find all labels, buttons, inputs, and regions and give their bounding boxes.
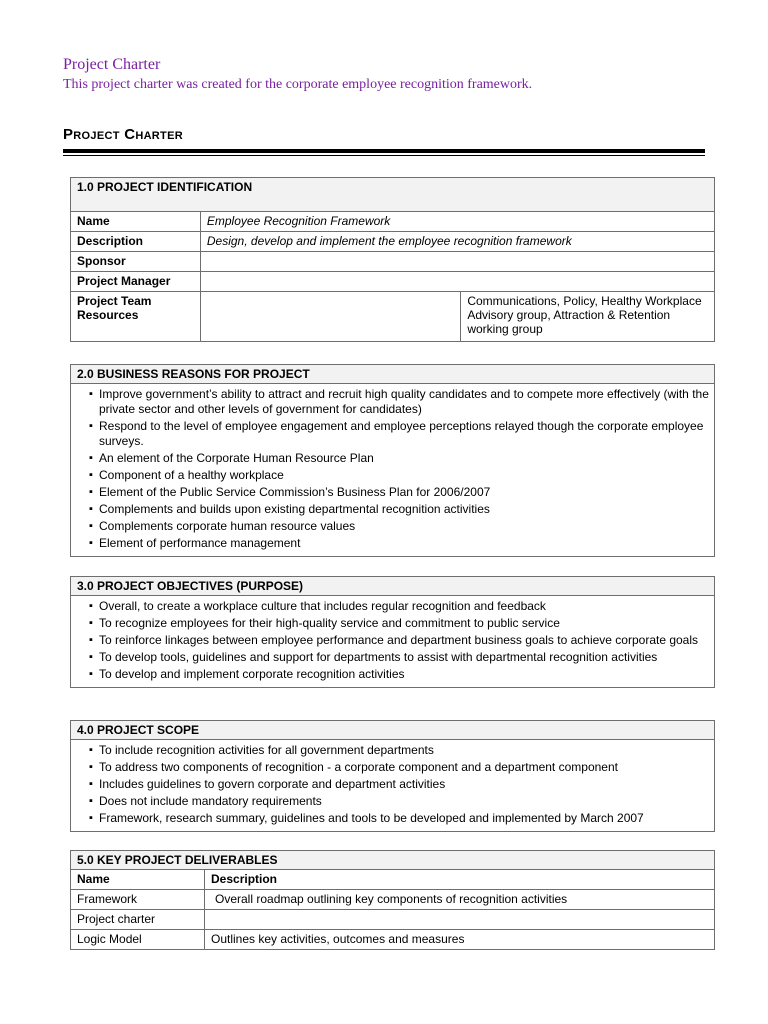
list-item: ▪ An element of the Corporate Human Resource Plan [75,451,710,466]
objectives-header: 3.0 PROJECT OBJECTIVES (PURPOSE) [71,577,715,596]
list-item: ▪ Component of a healthy workplace [75,468,710,483]
list-item: ▪ Framework, research summary, guidelines and tools to be developed and implemented by March 2007 [75,811,710,826]
description-label: Description [71,232,201,252]
manager-label: Project Manager [71,272,201,292]
list-item: ▪ To reinforce linkages between employee performance and department business goals to achieve corporate goals [75,633,710,648]
objectives-table [70,576,715,688]
sponsor-value [200,252,714,272]
list-item: ▪ Improve government’s ability to attract and recruit high quality candidates and to compete more effectively (with the private sector and other levels of government for candidates) [75,387,710,417]
deliverable-description: Outlines key activities, outcomes and measures [205,930,715,950]
list-item: ▪ Element of performance management [75,536,710,551]
deliverable-description: Overall roadmap outlining key components of recognition activities [205,890,715,910]
manager-value [200,272,714,292]
list-item: ▪ Respond to the level of employee engagement and employee perceptions relayed though the corporate employee surveys. [75,419,710,449]
deliverable-description [205,910,715,930]
intro-subtitle: This project charter was created for the corporate employee recognition framework. [63,77,533,92]
deliverables-table [70,850,715,950]
name-value: Employee Recognition Framework [200,212,714,232]
scope-header: 4.0 PROJECT SCOPE [71,721,715,740]
team-value [200,292,460,342]
deliverable-name: Logic Model [71,930,205,950]
identification-table [70,177,715,342]
heading-rule-thin [63,155,705,156]
list-item: ▪ To recognize employees for their high-quality service and commitment to public service [75,616,710,631]
list-item: ▪ Does not include mandatory requirements [75,794,710,809]
table-row [71,910,715,930]
list-item: ▪ Element of the Public Service Commission’s Business Plan for 2006/2007 [75,485,710,500]
objectives-list [75,599,710,682]
list-item: ▪ Overall, to create a workplace culture that includes regular recognition and feedback [75,599,710,614]
list-item: ▪ To develop tools, guidelines and support for departments to assist with departmental recognition activities [75,650,710,665]
list-item: ▪ Includes guidelines to govern corporate and department activities [75,777,710,792]
list-item: ▪ Complements corporate human resource values [75,519,710,534]
table-row [71,930,715,950]
deliverables-header: 5.0 KEY PROJECT DELIVERABLES [71,851,715,870]
list-item: ▪ Complements and builds upon existing departmental recognition activities [75,502,710,517]
deliverables-col-description: Description [205,870,715,890]
intro-title: Project Charter [63,56,161,73]
sponsor-label: Sponsor [71,252,201,272]
scope-table [70,720,715,832]
name-label: Name [71,212,201,232]
list-item: ▪ To include recognition activities for all government departments [75,743,710,758]
identification-header: 1.0 PROJECT IDENTIFICATION [71,178,715,212]
business-reasons-table [70,364,715,557]
team-label: Project Team Resources [71,292,201,342]
business-reasons-header: 2.0 BUSINESS REASONS FOR PROJECT [71,365,715,384]
deliverables-col-name: Name [71,870,205,890]
scope-list [75,743,710,826]
team-groups: Communications, Policy, Healthy Workplace Advisory group, Attraction & Retention working group [461,292,715,342]
table-row [71,890,715,910]
document-heading: Project Charter [63,126,183,143]
list-item: ▪ To address two components of recognition - a corporate component and a department component [75,760,710,775]
business-reasons-list [75,387,710,551]
deliverable-name: Framework [71,890,205,910]
description-value: Design, develop and implement the employee recognition framework [200,232,714,252]
heading-rule [63,149,705,153]
list-item: ▪ To develop and implement corporate recognition activities [75,667,710,682]
deliverable-name: Project charter [71,910,205,930]
